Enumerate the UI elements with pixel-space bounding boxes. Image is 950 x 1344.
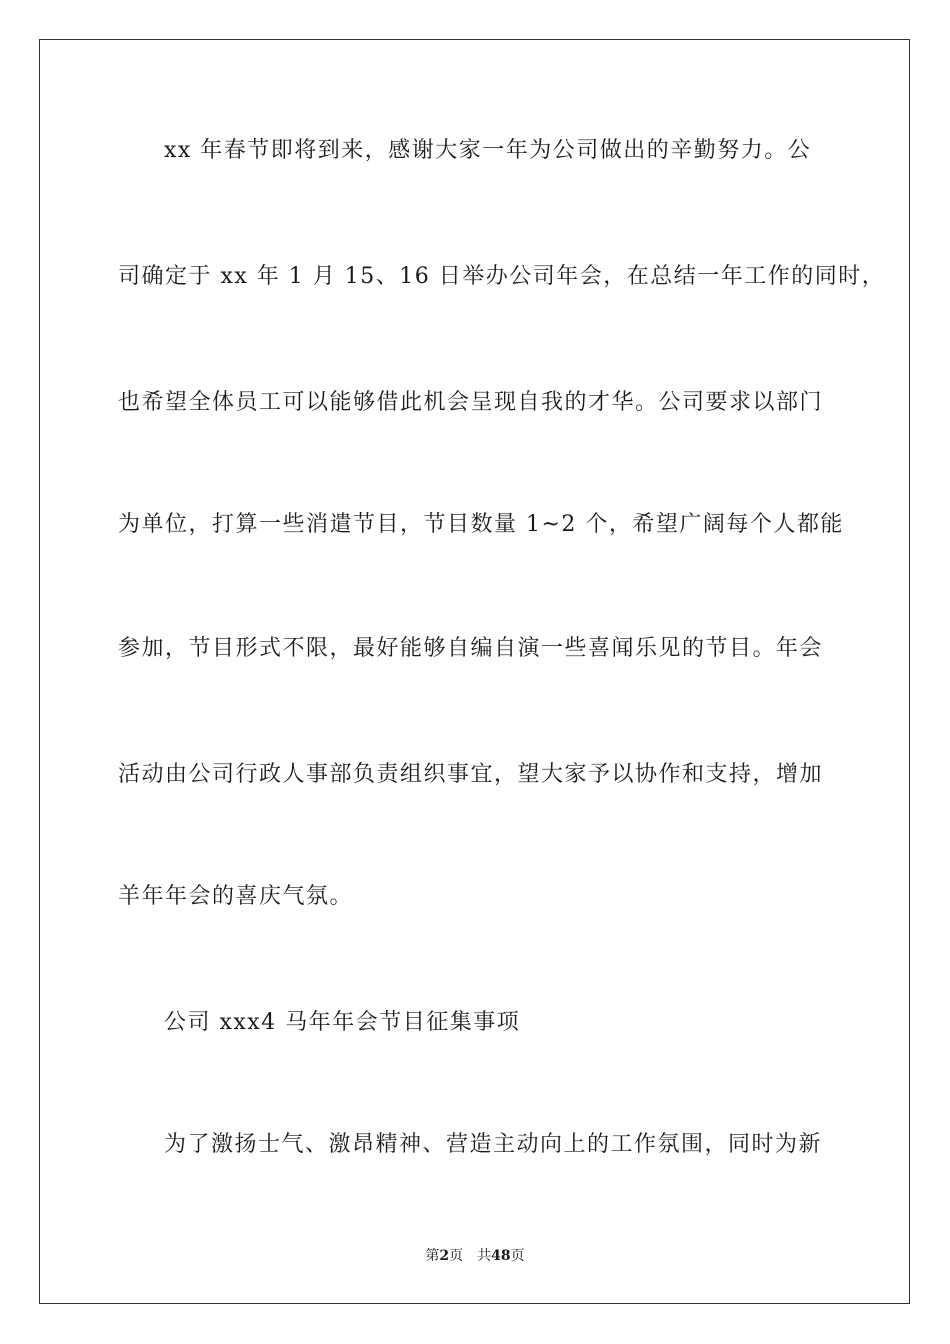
- body-line-4: 为单位，打算一些消遣节目，节目数量 1~2 个，希望广阔每个人都能: [118, 512, 844, 537]
- body-line-3: 也希望全体员工可以能够借此机会呈现自我的才华。公司要求以部门: [118, 390, 824, 415]
- body-line-2: 司确定于 xx 年 1 月 15、16 日举办公司年会，在总结一年工作的同时，: [118, 264, 886, 289]
- footer-page-number: 2: [439, 1248, 450, 1264]
- footer-page-prefix: 第: [425, 1248, 440, 1264]
- footer-total-suffix: 页: [510, 1248, 525, 1264]
- page-border: [39, 39, 910, 1304]
- section-heading: 公司 xxx4 马年年会节目征集事项: [164, 1010, 521, 1035]
- page-footer: [0, 1246, 950, 1266]
- body-line-7: 羊年年会的喜庆气氛。: [118, 884, 354, 909]
- body-line-6: 活动由公司行政人事部负责组织事宜，望大家予以协作和支持，增加: [118, 762, 824, 787]
- footer-page-suffix: 页: [449, 1248, 464, 1264]
- body-line-5: 参加，节目形式不限，最好能够自编自演一些喜闻乐见的节目。年会: [118, 636, 824, 661]
- footer-total-number: 48: [491, 1248, 511, 1264]
- body-line-1: xx 年春节即将到来，感谢大家一年为公司做出的辛勤努力。公: [164, 138, 812, 163]
- body-line-9: 为了激扬士气、激昂精神、营造主动向上的工作氛围，同时为新: [164, 1132, 823, 1157]
- footer-total-prefix: 共: [477, 1248, 492, 1264]
